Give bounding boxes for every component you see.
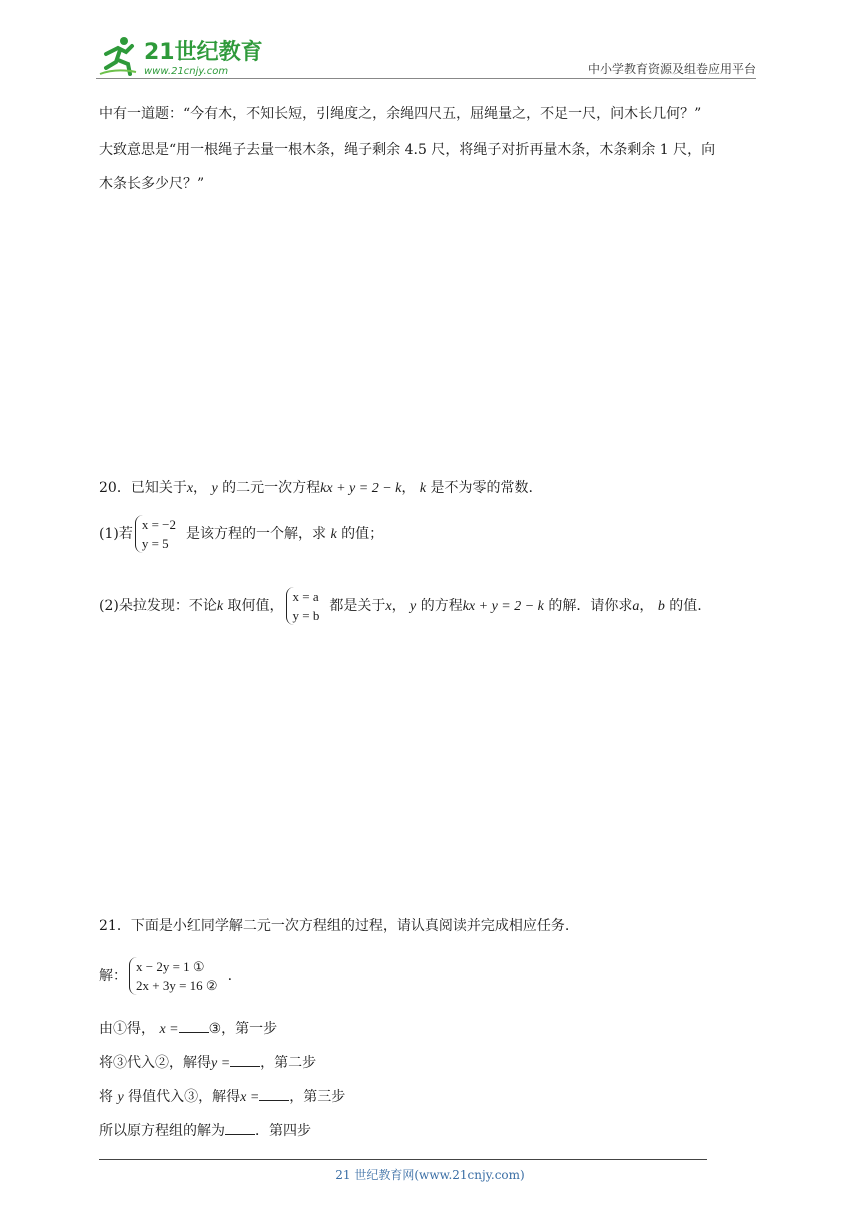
q20-part2-h: 的值. (669, 598, 702, 614)
var-a: a (632, 599, 640, 614)
q19-line-3: 木条长多少尺？” (99, 176, 205, 192)
var-y: y (117, 1090, 124, 1105)
equation-system (129, 957, 224, 995)
q20-part1-a: (1)若 (99, 526, 133, 542)
step-text: ③，第一步 (208, 1021, 278, 1037)
q21-stem: 21．下面是小红同学解二元一次方程组的过程，请认真阅读并完成相应任务. (99, 918, 570, 934)
punct: ， (391, 598, 406, 614)
system-line-2: y = 5 (141, 536, 169, 551)
q20-part2-a: (2)朵拉发现：不论 (99, 598, 217, 614)
q20-part1-b: 是该方程的一个解，求 (186, 526, 327, 542)
punct: ， (193, 480, 208, 496)
q20-part1 (99, 512, 383, 556)
step-text: ，第二步 (260, 1055, 317, 1071)
logo-url: www.21cnjy.com (144, 66, 229, 77)
var-k: k (330, 527, 337, 542)
answer-blank[interactable] (230, 1052, 260, 1067)
var-y: y (410, 599, 417, 614)
system-line-1: x = −2 (141, 517, 177, 532)
q21-solution-system (99, 954, 232, 998)
q20-part2-b: 取何值， (227, 598, 284, 614)
var-k: k (216, 599, 224, 614)
page-header (0, 0, 860, 90)
q20-part2-e: 的方程 (420, 598, 463, 614)
step-text: ，第三步 (289, 1089, 346, 1105)
header-divider (96, 78, 756, 79)
q20-part1-c: 的值； (341, 526, 384, 542)
q20-stem-a: 20．已知关于 (99, 480, 187, 496)
var-y: y (211, 481, 218, 496)
q21-step-1 (99, 1018, 277, 1040)
system-line-2: 2x + 3y = 16 ② (136, 978, 218, 993)
step-text: 将 (99, 1089, 113, 1105)
step-text: 将③代入②，解得 (99, 1055, 211, 1071)
answer-blank[interactable] (259, 1086, 289, 1101)
var-x: x (385, 599, 392, 614)
footer-text[interactable]: 21 世纪教育网(www.21cnjy.com) (335, 1168, 525, 1182)
q20-stem (99, 478, 533, 499)
equation-system (135, 515, 182, 553)
logo-text: 21世纪教育 (144, 40, 263, 65)
q20-stem-b: 的二元一次方程 (222, 480, 321, 496)
var-b: b (657, 599, 665, 614)
var-k: k (419, 481, 427, 496)
runner-icon (100, 37, 136, 74)
equation: kx + y = 2 − k (462, 599, 544, 614)
q21-step-3 (99, 1086, 345, 1108)
platform-tagline: 中小学教育资源及组卷应用平台 (587, 62, 756, 76)
site-logo (96, 32, 266, 78)
system-line-1: x = a (292, 589, 319, 604)
step-var: y = (211, 1056, 231, 1071)
step-text: 得值代入③，解得 (128, 1089, 241, 1105)
q20-part2-f: 的解．请你求 (548, 598, 633, 614)
q20-part2 (99, 584, 702, 628)
q21-step-4 (99, 1120, 311, 1141)
answer-blank[interactable] (179, 1018, 209, 1033)
q19-line-1: 中有一道题：“今有木，不知长短，引绳度之，余绳四尺五，屈绳量之，不足一尺，问木长几何？” (99, 106, 702, 122)
equation-system (286, 587, 326, 625)
q20-stem-c: 是不为零的常数. (430, 480, 533, 496)
punct: ， (639, 598, 654, 614)
system-line-2: y = b (292, 608, 320, 623)
q19-line-2: 大致意思是“用一根绳子去量一根木条，绳子剩余 4.5 尺，将绳子对折再量木条，木条剩余 1 尺，向 (99, 142, 716, 158)
footer-divider (99, 1159, 707, 1160)
step-text: 所以原方程组的解为 (99, 1123, 225, 1139)
answer-blank[interactable] (225, 1120, 255, 1135)
equation: kx + y = 2 − k (320, 481, 402, 496)
step-text: 由①得， (99, 1021, 155, 1037)
punct: ， (401, 480, 416, 496)
punct: . (227, 968, 233, 984)
q21-step-2 (99, 1052, 316, 1074)
solution-label: 解： (99, 968, 127, 984)
step-var: x = (159, 1022, 179, 1037)
var-x: x (186, 481, 194, 496)
step-text: ．第四步 (255, 1123, 311, 1139)
system-line-1: x − 2y = 1 ① (136, 959, 205, 974)
q20-part2-c: 都是关于 (329, 598, 386, 614)
step-var: x = (240, 1090, 260, 1105)
